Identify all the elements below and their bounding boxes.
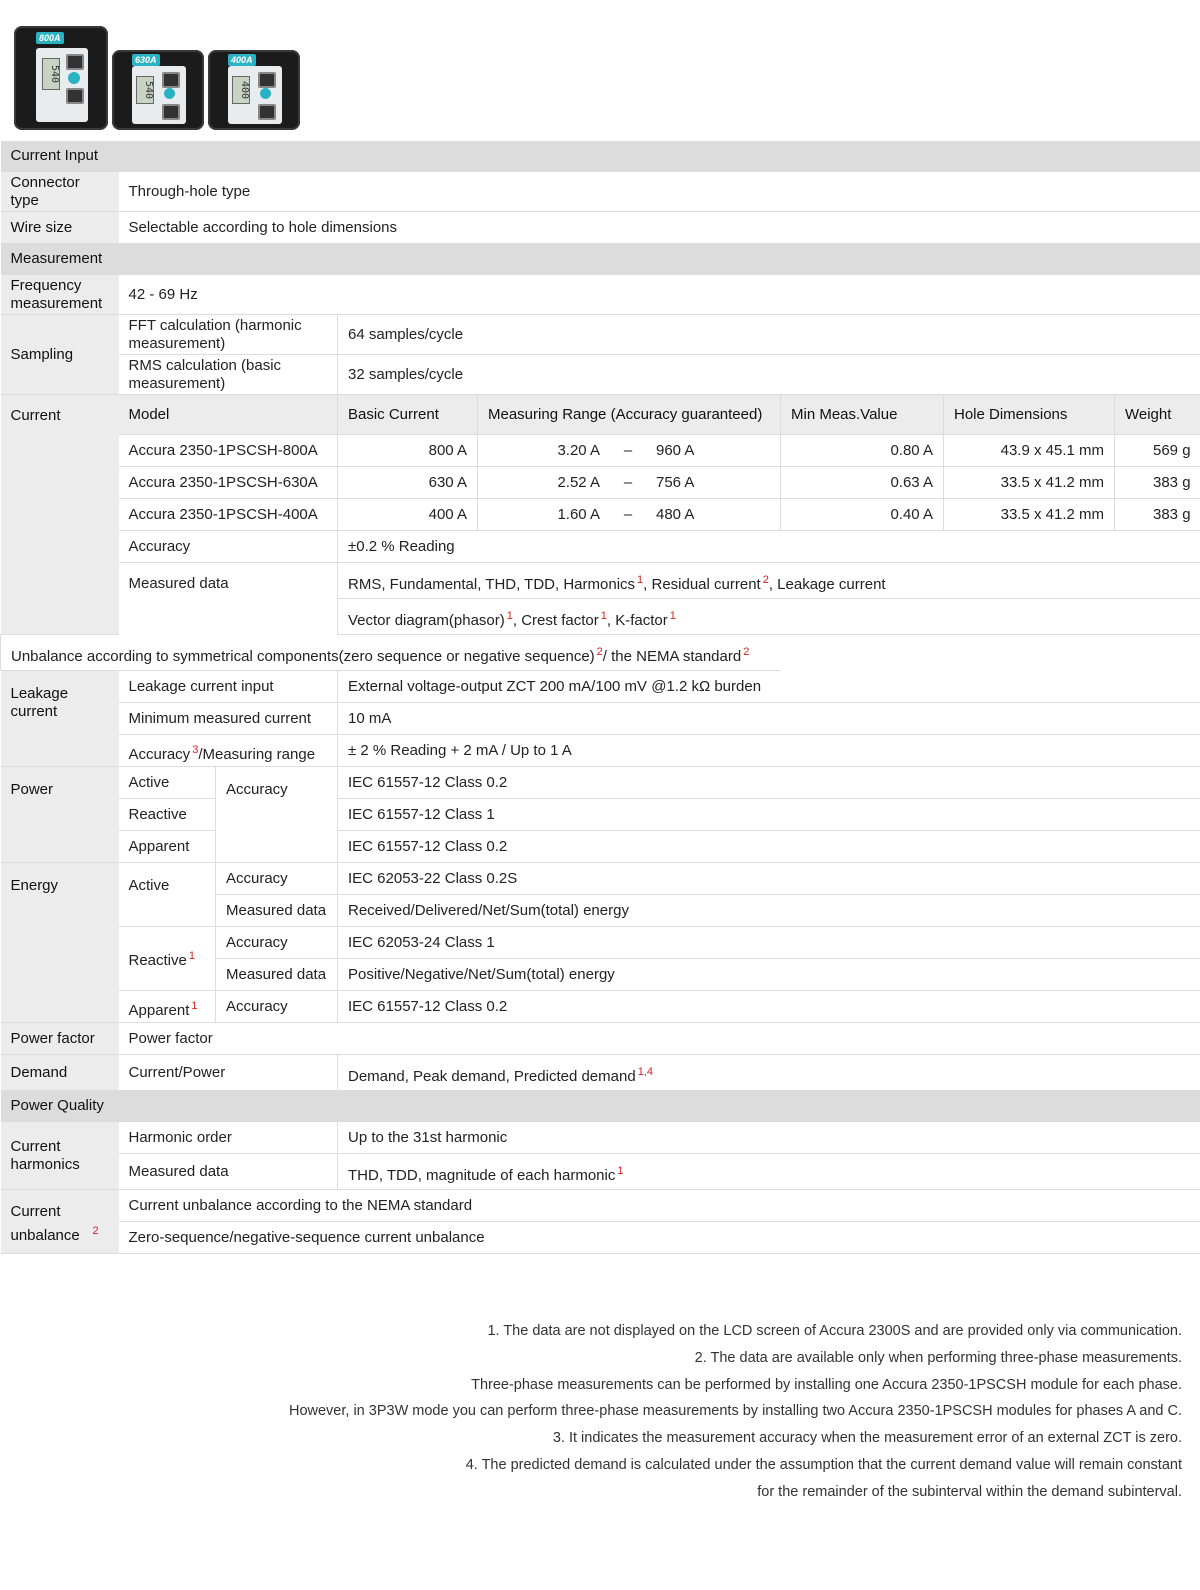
range-low: 1.60 A <box>557 505 600 523</box>
port-icon <box>162 72 180 88</box>
row-value: Up to the 31st harmonic <box>338 1122 1200 1154</box>
sub-label: Measured data <box>216 895 338 927</box>
row-value: THD, TDD, magnitude of each harmonic $^1$ <box>338 1154 1200 1190</box>
row-sampling-fft <box>1 315 1200 355</box>
row-value: External voltage-output ZCT 200 mA/100 mV @1.2 kΩ burden <box>338 671 1200 703</box>
sub-label: Apparent <box>119 831 216 863</box>
col-range-header: Measuring Range (Accuracy guaranteed) <box>478 395 781 435</box>
row-value: IEC 61557-12 Class 1 <box>338 799 1200 831</box>
module-label: 800A <box>36 32 64 44</box>
sub-label: Measured data <box>119 1154 338 1190</box>
measured-data-line: Vector diagram(phasor) $^1$, Crest factor $^1$, K-factor $^1$ <box>338 599 1200 635</box>
table-row <box>1 467 1200 499</box>
range-high: 960 A <box>656 441 695 459</box>
module-400a-image <box>208 50 300 130</box>
col-basic-header: Basic Current <box>338 395 478 435</box>
row-leakage-input <box>1 671 1200 703</box>
row-value: IEC 61557-12 Class 0.2 <box>338 831 1200 863</box>
sub-label: Reactive <box>119 799 216 831</box>
sub-label: Active <box>119 863 216 927</box>
module-630a-image <box>112 50 204 130</box>
weight-cell: 383 g <box>1115 499 1200 531</box>
sub-label: Accuracy <box>216 927 338 959</box>
sub-label: Accuracy <box>119 531 338 563</box>
min-cell: 0.40 A <box>781 499 944 531</box>
row-label: Frequency measurement <box>1 275 119 315</box>
port-icon <box>66 54 84 70</box>
port-icon <box>66 88 84 104</box>
row-value: ±0.2 % Reading <box>338 531 1200 563</box>
sub-label: Minimum measured current <box>119 703 338 735</box>
sub-label: Measured data <box>119 563 338 671</box>
set-button-icon <box>68 72 80 84</box>
row-current-header <box>1 395 1200 435</box>
footnote: for the remainder of the subinterval within the demand subinterval. <box>757 1483 1182 1500</box>
section-title: Measurement <box>1 244 1200 275</box>
port-icon <box>258 72 276 88</box>
port-icon <box>258 104 276 120</box>
row-label: Connector type <box>1 172 119 212</box>
sub-label: RMS calculation (basic measurement) <box>119 355 338 395</box>
hole-cell: 43.9 x 45.1 mm <box>944 435 1115 467</box>
sub-label: Measured data <box>216 959 338 991</box>
row-value: Current unbalance according to the NEMA standard <box>119 1190 1200 1222</box>
row-harmonic-order <box>1 1122 1200 1154</box>
range-high: 480 A <box>656 505 695 523</box>
row-value: Received/Delivered/Net/Sum(total) energy <box>338 895 1200 927</box>
basic-cell: 400 A <box>338 499 478 531</box>
sub-label: FFT calculation (harmonic measurement) <box>119 315 338 355</box>
section-title: Power Quality <box>1 1091 1200 1122</box>
row-value: Through-hole type <box>119 172 1200 212</box>
range-cell <box>478 435 781 467</box>
range-dash: – <box>623 441 633 459</box>
sub-label: Reactive $^1$ <box>119 927 216 991</box>
row-unbalance-2 <box>1 1222 1200 1254</box>
footnote: Three-phase measurements can be performed by installing one Accura 2350-1PSCSH module for each phase. <box>471 1376 1182 1393</box>
row-current-accuracy <box>1 531 1200 563</box>
row-energy-active-acc <box>1 863 1200 895</box>
footnote: However, in 3P3W mode you can perform three-phase measurements by installing two Accura 2350-1PSCSH modules for phases A and C. <box>288 1403 1182 1420</box>
row-value: IEC 62053-22 Class 0.2S <box>338 863 1200 895</box>
model-cell: Accura 2350-1PSCSH-800A <box>119 435 338 467</box>
hole-cell: 33.5 x 41.2 mm <box>944 467 1115 499</box>
footnote: 1. The data are not displayed on the LCD screen of Accura 2300S and are provided only via communication. <box>487 1323 1182 1339</box>
range-low: 3.20 A <box>557 441 600 459</box>
range-cell <box>478 467 781 499</box>
row-label: Wire size <box>1 212 119 244</box>
sub-label: Current/Power <box>119 1055 338 1091</box>
weight-cell: 569 g <box>1115 435 1200 467</box>
set-button-icon <box>260 88 271 99</box>
row-power-active <box>1 767 1200 799</box>
range-cell <box>478 499 781 531</box>
row-energy-reactive-acc <box>1 927 1200 959</box>
col-model-header: Model <box>119 395 338 435</box>
row-frequency <box>1 275 1200 315</box>
row-harmonic-data <box>1 1154 1200 1190</box>
product-images <box>12 24 322 138</box>
col-min-header: Min Meas.Value <box>781 395 944 435</box>
port-icon <box>162 104 180 120</box>
lcd-display: 400 <box>232 76 250 104</box>
table-row <box>1 499 1200 531</box>
row-power-factor <box>1 1023 1200 1055</box>
row-value: 64 samples/cycle <box>338 315 1200 355</box>
range-low: 2.52 A <box>557 473 600 491</box>
sub-label: Accuracy <box>216 991 338 1023</box>
row-value: 32 samples/cycle <box>338 355 1200 395</box>
lcd-display: 540 <box>42 58 60 90</box>
model-cell: Accura 2350-1PSCSH-400A <box>119 499 338 531</box>
weight-cell: 383 g <box>1115 467 1200 499</box>
sub-label: Harmonic order <box>119 1122 338 1154</box>
col-hole-header: Hole Dimensions <box>944 395 1115 435</box>
row-value: Positive/Negative/Net/Sum(total) energy <box>338 959 1200 991</box>
row-measured-data-1 <box>1 563 1200 599</box>
row-unbalance-1 <box>1 1190 1200 1222</box>
row-label: Power factor <box>1 1023 119 1055</box>
row-value: IEC 61557-12 Class 0.2 <box>338 767 1200 799</box>
footnote: 2. The data are available only when performing three-phase measurements. <box>694 1349 1182 1366</box>
table-row <box>1 435 1200 467</box>
min-cell: 0.80 A <box>781 435 944 467</box>
row-label: Current harmonics <box>1 1122 119 1190</box>
row-label: Demand <box>1 1055 119 1091</box>
row-leakage-min <box>1 703 1200 735</box>
module-label: 400A <box>228 54 256 66</box>
sub-label: Accuracy <box>216 767 338 863</box>
row-connector-type <box>1 172 1200 212</box>
min-cell: 0.63 A <box>781 467 944 499</box>
section-power-quality <box>1 1091 1200 1122</box>
hole-cell: 33.5 x 41.2 mm <box>944 499 1115 531</box>
sub-label: Leakage current input <box>119 671 338 703</box>
row-label: Current unbalance $^2$ <box>1 1190 119 1254</box>
row-measured-data-3 <box>1 635 1200 671</box>
model-cell: Accura 2350-1PSCSH-630A <box>119 467 338 499</box>
row-value: 10 mA <box>338 703 1200 735</box>
row-wire-size <box>1 212 1200 244</box>
row-value: ± 2 % Reading + 2 mA / Up to 1 A <box>338 735 1200 767</box>
sub-label: Accuracy $^3$/Measuring range <box>119 735 338 767</box>
section-measurement <box>1 244 1200 275</box>
row-power-apparent <box>1 831 1200 863</box>
row-label: Power <box>1 767 119 863</box>
row-leakage-accuracy <box>1 735 1200 767</box>
measured-data-line: RMS, Fundamental, THD, TDD, Harmonics $^1$, Residual current $^2$, Leakage current <box>338 563 1200 599</box>
range-high: 756 A <box>656 473 695 491</box>
row-power-reactive <box>1 799 1200 831</box>
row-value: Zero-sequence/negative-sequence current unbalance <box>119 1222 1200 1254</box>
row-sampling-rms <box>1 355 1200 395</box>
row-demand <box>1 1055 1200 1091</box>
section-current-input <box>1 141 1200 172</box>
basic-cell: 630 A <box>338 467 478 499</box>
footnotes <box>182 1318 1182 1506</box>
row-label: Energy <box>1 863 119 1023</box>
section-title: Current Input <box>1 141 1200 172</box>
set-button-icon <box>164 88 175 99</box>
basic-cell: 800 A <box>338 435 478 467</box>
spec-table <box>0 141 1200 1254</box>
row-value: Demand, Peak demand, Predicted demand $^{1,4}$ <box>338 1055 1200 1091</box>
row-value: 42 - 69 Hz <box>119 275 1200 315</box>
sub-label: Apparent $^1$ <box>119 991 216 1023</box>
range-dash: – <box>623 505 633 523</box>
row-energy-apparent <box>1 991 1200 1023</box>
range-dash: – <box>623 473 633 491</box>
row-value: IEC 61557-12 Class 0.2 <box>338 991 1200 1023</box>
row-label: Leakage current <box>1 671 119 767</box>
row-label: Current <box>1 395 119 635</box>
row-value: Selectable according to hole dimensions <box>119 212 1200 244</box>
row-value: IEC 62053-24 Class 1 <box>338 927 1200 959</box>
measured-data-line: Unbalance according to symmetrical components(zero sequence or negative sequence) $^2$/ the NEMA standard $^2$ <box>1 635 781 671</box>
row-value: Power factor <box>119 1023 1200 1055</box>
sub-label: Accuracy <box>216 863 338 895</box>
footnote: 4. The predicted demand is calculated under the assumption that the current demand value will remain constant <box>465 1456 1182 1473</box>
lcd-display: 540 <box>136 76 154 104</box>
footnote: 3. It indicates the measurement accuracy when the measurement error of an external ZCT is zero. <box>552 1430 1182 1447</box>
col-weight-header: Weight <box>1115 395 1200 435</box>
row-label: Sampling <box>1 315 119 395</box>
module-label: 630A <box>132 54 160 66</box>
sub-label: Active <box>119 767 216 799</box>
module-800a-image <box>14 26 108 130</box>
